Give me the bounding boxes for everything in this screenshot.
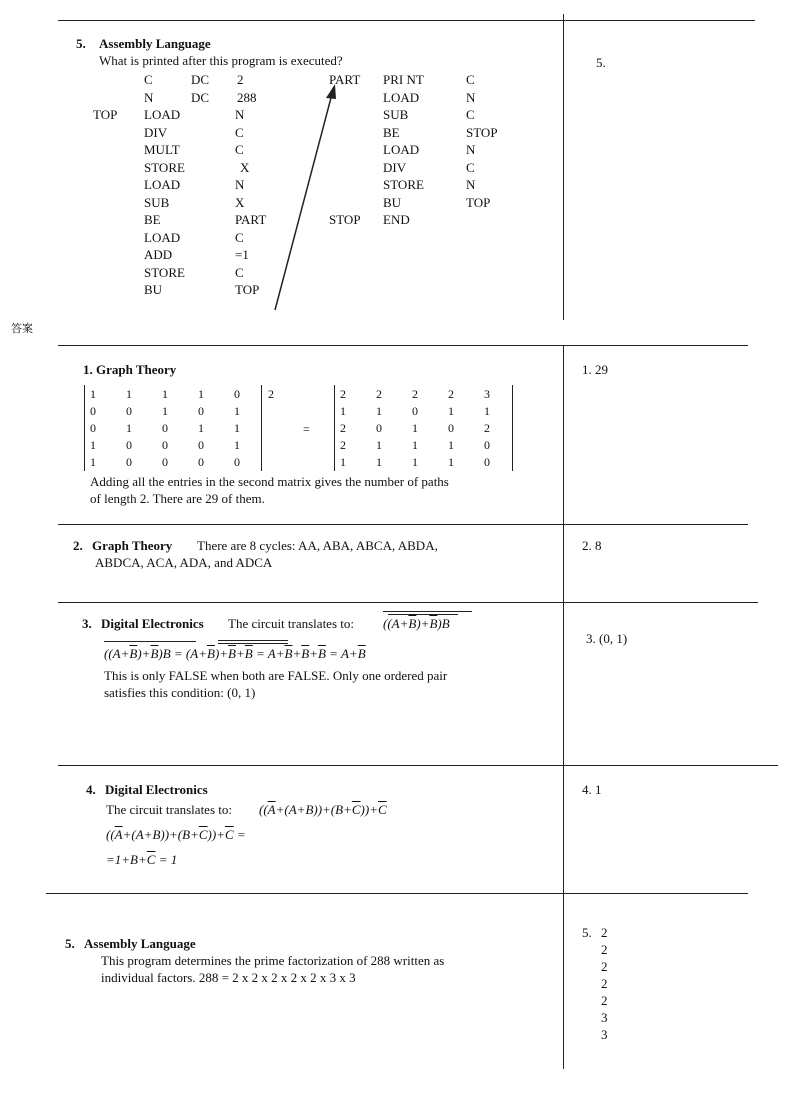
program-cell: C — [466, 159, 475, 175]
a3-derivation-overbar-1 — [104, 641, 196, 642]
program-cell: C — [466, 72, 475, 87]
matrix-cell: 0 — [126, 404, 132, 418]
matrix-cell: 1 — [90, 387, 96, 401]
column-divider-3 — [563, 602, 564, 765]
matrix-cell: 2 — [376, 387, 382, 401]
program-cell: TOP — [235, 282, 260, 297]
matrix-cell: 2 — [412, 387, 418, 401]
a3-expression-overbar — [383, 611, 472, 612]
program-cell: STORE — [144, 159, 185, 175]
program-cell: SUB — [144, 194, 170, 210]
a4-derivation-line2: $=1+B+\overline{C} = 1$ — [106, 852, 178, 867]
matrix-cell: 1 — [198, 421, 204, 435]
program-cell: N — [466, 89, 476, 105]
factor-value: 3 — [601, 1027, 608, 1042]
matrix-cell: 1 — [376, 438, 382, 452]
matrix-cell: 1 — [376, 455, 382, 469]
matrix-cell: 1 — [162, 387, 168, 401]
factor-value: 3 — [601, 1010, 608, 1025]
section-rule-4 — [58, 765, 778, 766]
program-cell: 288 — [237, 89, 257, 105]
a2-text-line1: There are 8 cycles: AA, ABA, ABCA, ABDA, — [197, 538, 438, 553]
program-cell: C — [235, 264, 244, 280]
matrix-cell: 0 — [412, 404, 418, 418]
matrix-cell: 1 — [90, 455, 96, 469]
matrix-cell: 0 — [90, 421, 96, 435]
matrix-cell: 0 — [162, 438, 168, 452]
matrix-cell: 0 — [126, 438, 132, 452]
program-cell: X — [235, 194, 245, 210]
program-cell: C — [235, 124, 244, 140]
matrix-cell: 2 — [484, 421, 490, 435]
matrix-a-right-bracket — [261, 385, 262, 471]
a3-derivation-overbar-2b — [218, 643, 288, 644]
a3-expression-overbar-inner — [388, 614, 458, 615]
matrix-cell: 1 — [126, 387, 132, 401]
a3-expression: $((A+\overline{B})+\overline{B})B$ — [383, 616, 450, 631]
program-cell: END — [383, 212, 410, 227]
jump-arrow — [270, 82, 340, 314]
a1-text-line2: of length 2. There are 29 of them. — [90, 491, 265, 506]
a4-expression: $((\overline{A}+(A+B))+(B+\overline{C}))+\overline{C}$ — [259, 802, 387, 817]
program-cell: 2 — [237, 72, 244, 87]
program-cell: LOAD — [144, 229, 181, 245]
a4-derivation-line1: $((\overline{A}+(A+B))+(B+\overline{C}))+\overline{C}$ = — [106, 827, 246, 842]
program-cell: LOAD — [144, 177, 181, 192]
a4-answer: 4. 1 — [582, 782, 602, 797]
matrix-cell: 1 — [448, 438, 454, 452]
section-rule-1 — [58, 345, 748, 346]
program-cell: STORE — [144, 264, 185, 280]
matrix-cell: 0 — [234, 387, 240, 401]
program-cell: LOAD — [144, 107, 181, 122]
program-cell: TOP — [93, 107, 118, 122]
program-cell: MULT — [144, 142, 180, 157]
program-cell: PRI NT — [383, 72, 424, 87]
matrix-cell: 1 — [198, 387, 204, 401]
program-cell: C — [144, 72, 153, 87]
matrix-cell: 0 — [162, 421, 168, 435]
program-cell: LOAD — [383, 89, 420, 105]
a5-number: 5. — [65, 936, 75, 951]
a2-text-line2: ABDCA, ACA, ADA, and ADCA — [95, 555, 273, 570]
a2-title: Graph Theory — [92, 538, 173, 553]
q5-title: Assembly Language — [99, 36, 211, 51]
matrix-a-left-bracket — [84, 385, 85, 471]
side-label: 答案 — [11, 323, 33, 335]
matrix-cell: 1 — [126, 421, 132, 435]
program-cell: SUB — [383, 107, 409, 122]
factor-value: 2 — [601, 959, 608, 974]
matrix-cell: 0 — [448, 421, 454, 435]
matrix-cell: 1 — [234, 438, 240, 452]
matrix-cell: 0 — [484, 455, 490, 469]
matrix-equals: = — [303, 422, 310, 436]
a3-lead: The circuit translates to: — [228, 616, 354, 631]
matrix-cell: 0 — [198, 404, 204, 418]
program-cell: DC — [191, 89, 210, 105]
matrix-cell: 2 — [340, 438, 346, 452]
a5-title: Assembly Language — [84, 936, 196, 951]
program-cell: X — [240, 159, 250, 175]
a4-number: 4. — [86, 782, 96, 797]
program-cell: =1 — [235, 247, 249, 262]
a1-text-line1: Adding all the entries in the second matrix gives the number of paths — [90, 474, 449, 489]
program-cell: N — [235, 177, 245, 192]
a1-answer: 1. 29 — [582, 362, 608, 377]
matrix-cell: 2 — [448, 387, 454, 401]
matrix-b-right-bracket — [512, 385, 513, 471]
matrix-cell: 1 — [340, 455, 346, 469]
a2-answer: 2. 8 — [582, 538, 602, 553]
program-cell: C — [235, 142, 244, 157]
q5-prompt: What is printed after this program is executed? — [99, 53, 343, 68]
factor-value: 2 — [601, 993, 608, 1008]
program-cell: TOP — [466, 194, 491, 210]
program-cell: BU — [144, 282, 163, 297]
matrix-b-left-bracket — [334, 385, 335, 471]
program-cell: C — [235, 229, 244, 245]
matrix-cell: 0 — [234, 455, 240, 469]
program-cell: DIV — [144, 124, 168, 140]
factor-value: 2 — [601, 925, 608, 940]
matrix-cell: 1 — [376, 404, 382, 418]
matrix-cell: 1 — [412, 438, 418, 452]
section-rule-5 — [46, 893, 748, 894]
a3-text-line2: satisfies this condition: (0, 1) — [104, 685, 256, 700]
q5-answer-number: 5. — [596, 55, 606, 70]
matrix-cell: 0 — [162, 455, 168, 469]
matrix-cell: 3 — [484, 387, 490, 401]
program-cell: N — [144, 89, 154, 105]
factor-value: 2 — [601, 976, 608, 991]
a5-answer-prefix: 5. — [582, 925, 592, 940]
program-cell: BE — [383, 124, 400, 140]
q5-number: 5. — [76, 36, 86, 51]
program-cell: DIV — [383, 159, 407, 175]
column-divider-top — [563, 14, 564, 320]
a1-heading: 1. Graph Theory — [83, 362, 177, 377]
column-divider-5 — [563, 893, 564, 1069]
program-cell: BE — [144, 212, 161, 227]
matrix-cell: 1 — [90, 438, 96, 452]
matrix-a-power: 2 — [268, 387, 274, 401]
column-divider-2 — [563, 524, 564, 602]
column-divider-4 — [563, 765, 564, 893]
matrix-cell: 1 — [162, 404, 168, 418]
program-cell: ADD — [144, 247, 173, 262]
matrix-cell: 0 — [484, 438, 490, 452]
column-divider-1 — [563, 345, 564, 524]
matrix-cell: 0 — [126, 455, 132, 469]
matrix-cell: 0 — [198, 438, 204, 452]
matrix-cell: 1 — [448, 404, 454, 418]
top-rule — [58, 20, 755, 21]
matrix-cell: 0 — [376, 421, 382, 435]
matrix-cell: 1 — [412, 455, 418, 469]
a5-text-line2: individual factors. 288 = 2 x 2 x 2 x 2 x 2 x 3 x 3 — [101, 970, 356, 985]
a3-number: 3. — [82, 616, 92, 631]
program-cell: STOP — [466, 124, 498, 140]
program-cell: BU — [383, 194, 402, 210]
section-rule-3 — [58, 602, 758, 603]
a4-lead: The circuit translates to: — [106, 802, 232, 817]
a3-answer: 3. (0, 1) — [586, 631, 628, 646]
program-cell: DC — [191, 72, 210, 87]
program-cell: STORE — [383, 177, 424, 192]
matrix-cell: 1 — [340, 404, 346, 418]
matrix-cell: 2 — [340, 421, 346, 435]
a5-text-line1: This program determines the prime factorization of 288 written as — [101, 953, 445, 968]
a3-title: Digital Electronics — [101, 616, 204, 631]
program-cell: STOP — [329, 212, 361, 227]
a3-derivation: $((A+\overline{B})+\overline{B})B = (A+\overline{B})+\overline{B}+\overline{B} = A+\overline{B}+\overline{B}+\overline{B} = A+\overline{B}$ — [104, 646, 366, 661]
a3-derivation-overbar-2 — [218, 640, 288, 641]
a3-text-line1: This is only FALSE when both are FALSE. Only one ordered pair — [104, 668, 448, 683]
section-rule-2 — [58, 524, 748, 525]
matrix-cell: 1 — [234, 404, 240, 418]
matrix-cell: 0 — [90, 404, 96, 418]
program-cell: C — [466, 107, 475, 122]
a4-title: Digital Electronics — [105, 782, 208, 797]
matrix-cell: 1 — [234, 421, 240, 435]
program-cell: N — [466, 177, 476, 192]
matrix-cell: 2 — [340, 387, 346, 401]
program-cell: PART — [235, 212, 267, 227]
matrix-cell: 1 — [412, 421, 418, 435]
factor-value: 2 — [601, 942, 608, 957]
matrix-cell: 0 — [198, 455, 204, 469]
matrix-cell: 1 — [484, 404, 490, 418]
program-cell: LOAD — [383, 142, 420, 157]
program-cell: N — [235, 107, 245, 122]
program-cell: PART — [329, 72, 361, 87]
a2-number: 2. — [73, 538, 83, 553]
matrix-cell: 1 — [448, 455, 454, 469]
program-cell: N — [466, 142, 476, 157]
